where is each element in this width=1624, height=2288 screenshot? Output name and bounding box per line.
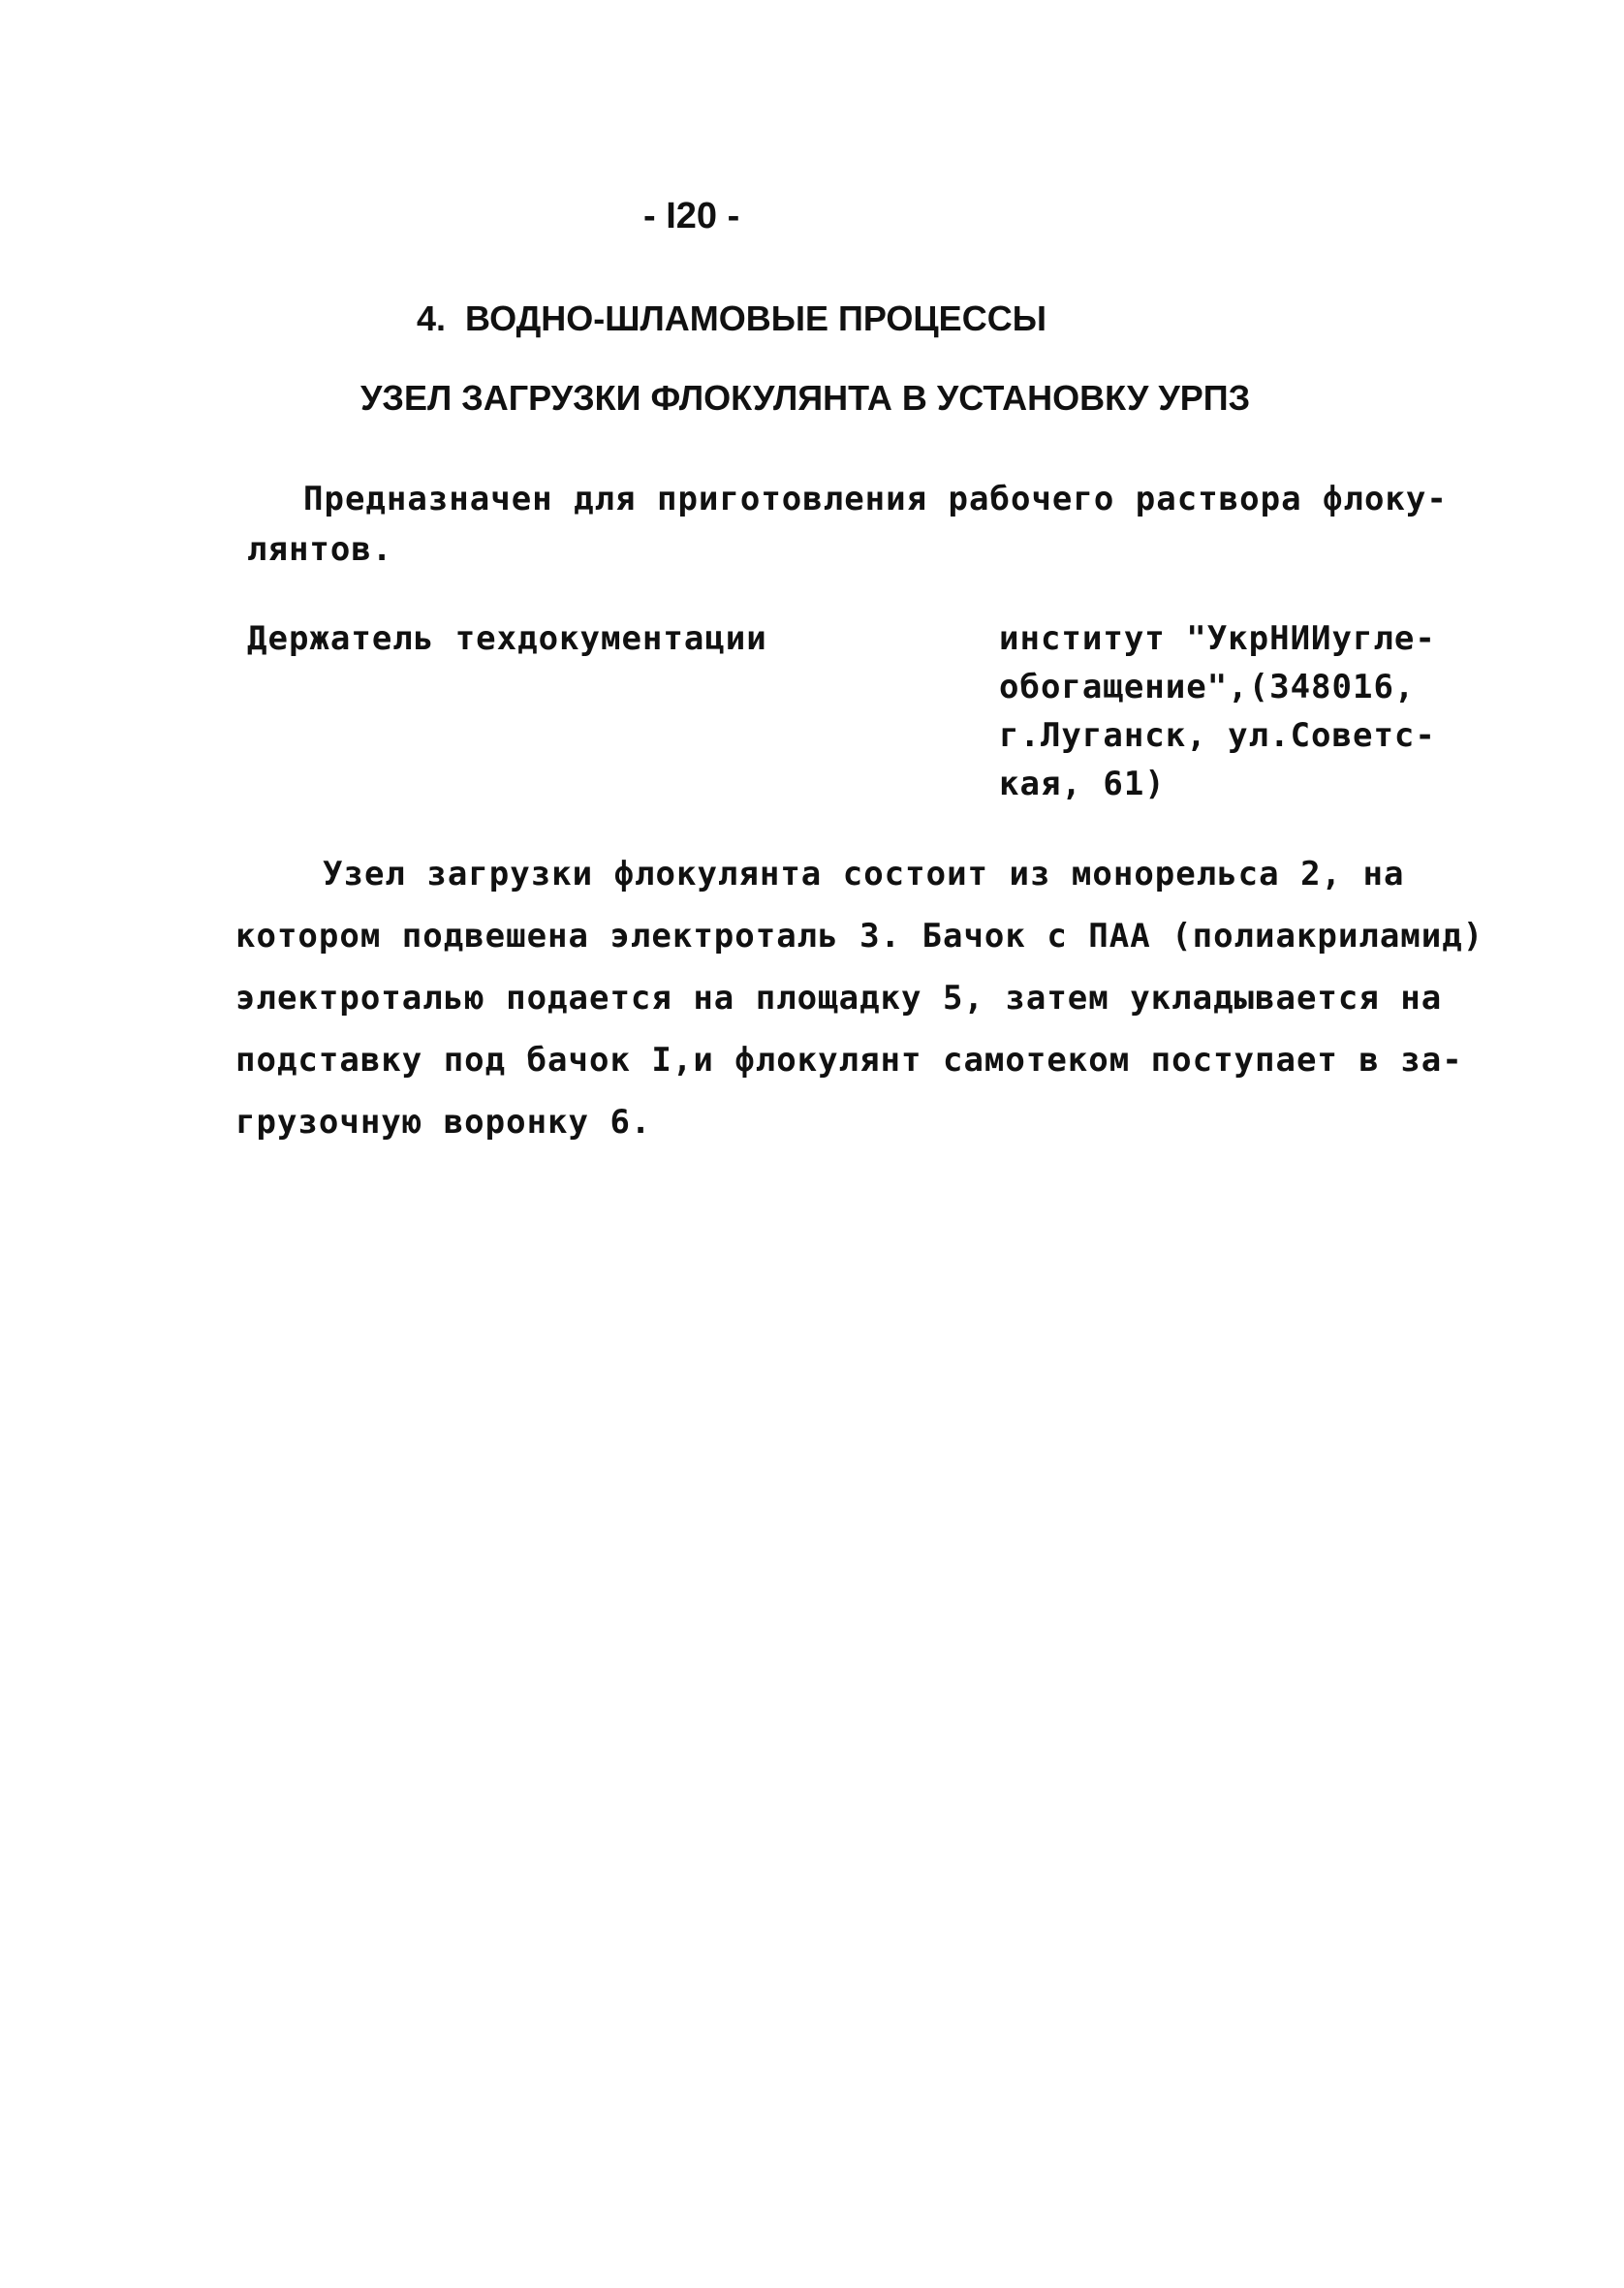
body-line: котором подвешена электроталь 3. Бачок с ПАА (полиакриламид) (235, 917, 1484, 956)
body-line: Узел загрузки флокулянта состоит из монорельса 2, на (323, 855, 1405, 893)
intro-line: лянтов. (247, 530, 393, 569)
body-line: подставку под бачок I,и флокулянт самотеком поступает в за- (235, 1041, 1463, 1080)
document-subtitle: УЗЕЛ ЗАГРУЗКИ ФЛОКУЛЯНТА В УСТАНОВКУ УРПЗ (360, 378, 1251, 418)
intro-line: Предназначен для приготовления рабочего раствора флоку- (303, 480, 1448, 518)
body-line: электроталью подается на площадку 5, затем укладывается на (235, 979, 1443, 1018)
body-line: грузочную воронку 6. (235, 1103, 652, 1142)
section-heading: 4. ВОДНО-ШЛАМОВЫЕ ПРОЦЕССЫ (417, 298, 1046, 338)
holder-value-line: институт "УкрНИИугле- (999, 619, 1436, 658)
page-number: - I20 - (643, 196, 740, 236)
holder-value-line: кая, 61) (999, 765, 1166, 803)
holder-value-line: обогащение",(348016, (999, 668, 1416, 706)
holder-label: Держатель техдокументации (247, 619, 767, 658)
holder-value-line: г.Луганск, ул.Советс- (999, 716, 1436, 755)
